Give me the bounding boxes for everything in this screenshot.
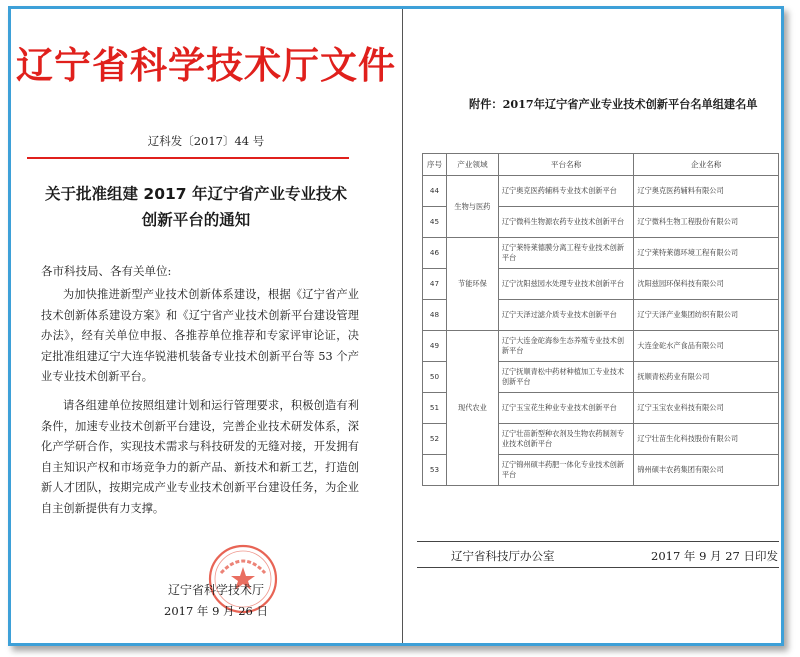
row-no: 51	[423, 393, 447, 424]
row-platform: 辽宁天泽过滤介质专业技术创新平台	[498, 300, 634, 331]
row-organization: 沈阳兹园环保科技有限公司	[634, 269, 779, 300]
document-frame	[8, 6, 784, 646]
attachment-title: 附件：2017年辽宁省产业专业技术创新平台名单组建名单	[469, 97, 758, 111]
row-platform: 辽宁奥克医药辅料专业技术创新平台	[498, 176, 634, 207]
row-platform: 辽宁大连金砣海参生态养殖专业技术创新平台	[498, 331, 634, 362]
body-paragraph-1: 为加快推进新型产业技术创新体系建设，根据《辽宁省产业技术创新体系建设方案》和《辽宁省产业技术创新平台建设管理办法》，经有关单位申报、各推荐单位推荐和专家评审论证，决定批准组建辽宁大连华锐港机装备专业技术创新平台等 53 个产业专业技术创新平台。	[41, 288, 359, 383]
body-paragraph-2: 请各组建单位按照组建计划和运行管理要求，积极创造有利条件，加速专业技术创新平台建设，完善企业技术研发体系，深化产学研合作，实现技术需求与科技研发的无缝对接，开发拥有自主知识产权和市场竞争力的新产品、新技术和新工艺，打造创新人才团队，按期完成产业专业技术创新平台建设任务，为企业自主创新提供有力支撑。	[41, 399, 359, 515]
row-platform: 辽宁玉宝花生种业专业技术创新平台	[498, 393, 634, 424]
row-platform: 辽宁壮苗新型种衣剂及生物农药制剂专业技术创新平台	[498, 424, 634, 455]
row-field: 现代农业	[446, 331, 498, 486]
row-platform: 辽宁抚顺青松中药材种植加工专业技术创新平台	[498, 362, 634, 393]
header-no: 序号	[423, 154, 447, 176]
print-date: 2017 年 9 月 27 日印发	[651, 549, 778, 563]
row-organization: 抚顺青松药业有限公司	[634, 362, 779, 393]
row-organization: 锦州硕丰农药集团有限公司	[634, 455, 779, 486]
issuing-office: 辽宁省科技厅办公室	[451, 549, 555, 563]
red-divider	[27, 157, 349, 159]
row-no: 44	[423, 176, 447, 207]
row-no: 47	[423, 269, 447, 300]
right-page	[403, 9, 784, 643]
document-number: 辽科发〔2017〕44 号	[147, 134, 265, 148]
row-no: 53	[423, 455, 447, 486]
signature-organization: 辽宁省科学技术厅	[167, 583, 264, 597]
table-row	[423, 238, 779, 269]
left-page	[11, 9, 401, 643]
table-row	[423, 331, 779, 362]
table-header-row	[423, 154, 779, 176]
row-field: 节能环保	[446, 238, 498, 331]
notice-title	[41, 181, 351, 233]
row-organization: 辽宁玉宝农业科技有限公司	[634, 393, 779, 424]
row-organization: 辽宁天泽产业集团纺织有限公司	[634, 300, 779, 331]
footer-top-rule	[417, 541, 779, 542]
footer-bottom-rule	[417, 567, 779, 568]
signature-date: 2017 年 9 月 26 日	[164, 604, 268, 618]
row-no: 52	[423, 424, 447, 455]
notice-title-line1: 关于批准组建 2017 年辽宁省产业专业技术	[45, 185, 347, 203]
document-header-title: 辽宁省科学技术厅文件	[16, 44, 396, 87]
row-platform: 辽宁莱特莱德膜分离工程专业技术创新平台	[498, 238, 634, 269]
header-organization: 企业名称	[634, 154, 779, 176]
row-organization: 辽宁莱特莱德环境工程有限公司	[634, 238, 779, 269]
row-field: 生物与医药	[446, 176, 498, 238]
row-no: 48	[423, 300, 447, 331]
row-organization: 辽宁奥克医药辅料有限公司	[634, 176, 779, 207]
header-field: 产业领域	[446, 154, 498, 176]
row-organization: 辽宁壮苗生化科技股份有限公司	[634, 424, 779, 455]
row-organization: 大连金砣水产食品有限公司	[634, 331, 779, 362]
row-platform: 辽宁沈阳兹园水处理专业技术创新平台	[498, 269, 634, 300]
row-platform: 辽宁锦州硕丰药肥一体化专业技术创新平台	[498, 455, 634, 486]
notice-title-line2: 创新平台的通知	[141, 211, 251, 229]
row-platform: 辽宁微科生物源农药专业技术创新平台	[498, 207, 634, 238]
row-no: 45	[423, 207, 447, 238]
header-platform: 平台名称	[498, 154, 634, 176]
addressee: 各市科技局、各有关单位:	[41, 264, 172, 278]
row-no: 46	[423, 238, 447, 269]
table-row	[423, 176, 779, 207]
platform-list-table	[422, 153, 779, 486]
row-no: 49	[423, 331, 447, 362]
row-no: 50	[423, 362, 447, 393]
row-organization: 辽宁微科生物工程股份有限公司	[634, 207, 779, 238]
